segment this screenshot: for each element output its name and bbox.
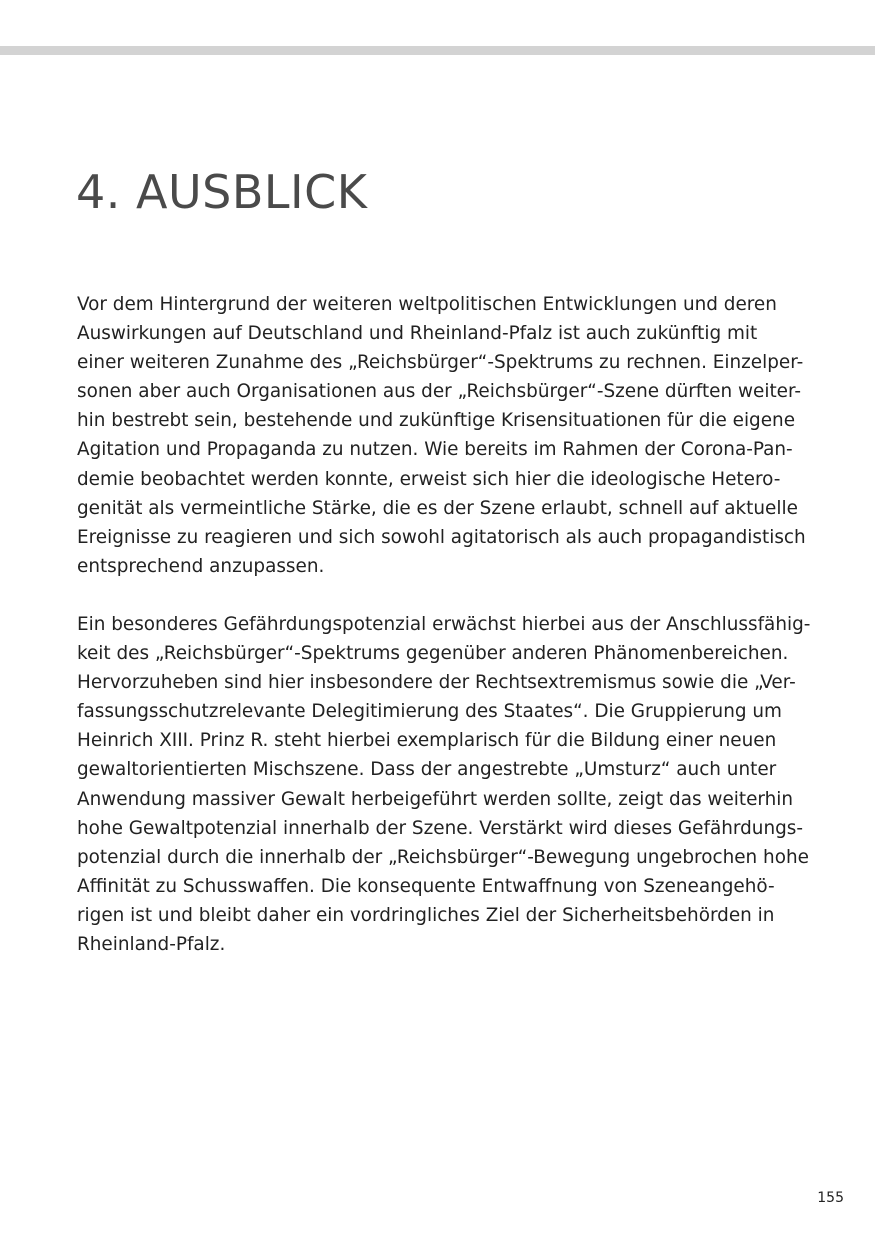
text-line: entsprechend anzupassen. (77, 555, 325, 577)
text-line: einer weiteren Zunahme des „Reichsbürger“-Spektrums zu rechnen. Einzelper- (77, 352, 804, 374)
page-title: 4. AUSBLICK (76, 165, 368, 219)
text-line: Anwendung massiver Gewalt herbeigeführt werden sollte, zeigt das weiterhin (77, 788, 794, 810)
page-number: 155 (817, 1190, 844, 1206)
text-line: hin bestrebt sein, bestehende und zukünftige Krisensituationen für die eigene (77, 410, 796, 432)
paragraph-1 (77, 290, 817, 581)
text-line: Affinität zu Schusswaffen. Die konsequente Entwaffnung von Szeneangehö- (77, 875, 775, 897)
text-line: gewaltorientierten Mischszene. Dass der angestrebte „Umsturz“ auch unter (77, 759, 777, 781)
text-line: genität als vermeintliche Stärke, die es der Szene erlaubt, schnell auf aktuelle (77, 497, 798, 519)
text-line: demie beobachtet werden konnte, erweist sich hier die ideologische Hetero- (77, 468, 781, 490)
body-text (77, 290, 817, 959)
text-line: sonen aber auch Organisationen aus der „Reichsbürger“-Szene dürften weiter- (77, 381, 801, 403)
text-line: keit des „Reichsbürger“-Spektrums gegenüber anderen Phänomenbereichen. (77, 643, 789, 665)
text-line: Hervorzuheben sind hier insbesondere der Rechtsextremismus sowie die „Ver- (77, 672, 796, 694)
text-line: Auswirkungen auf Deutschland und Rheinland-Pfalz ist auch zukünftig mit (77, 323, 758, 345)
text-line: Ein besonderes Gefährdungspotenzial erwächst hierbei aus der Anschlussfähig- (77, 613, 811, 635)
text-line: Ereignisse zu reagieren und sich sowohl agitatorisch als auch propagandistisch (77, 526, 806, 548)
paragraph-2 (77, 610, 817, 959)
text-line: hohe Gewaltpotenzial innerhalb der Szene. Verstärkt wird dieses Gefährdungs- (77, 817, 804, 839)
text-line: potenzial durch die innerhalb der „Reichsbürger“-Bewegung ungebrochen hohe (77, 846, 809, 868)
text-line: Rheinland-Pfalz. (77, 933, 226, 955)
text-line: fassungsschutzrelevante Delegitimierung des Staates“. Die Gruppierung um (77, 701, 782, 723)
text-line: rigen ist und bleibt daher ein vordringliches Ziel der Sicherheitsbehörden in (77, 904, 775, 926)
top-rule (0, 46, 875, 55)
text-line: Heinrich XIII. Prinz R. steht hierbei exemplarisch für die Bildung einer neuen (77, 730, 777, 752)
text-line: Vor dem Hintergrund der weiteren weltpolitischen Entwicklungen und deren (77, 294, 777, 315)
text-line: Agitation und Propaganda zu nutzen. Wie bereits im Rahmen der Corona-Pan- (77, 439, 793, 461)
